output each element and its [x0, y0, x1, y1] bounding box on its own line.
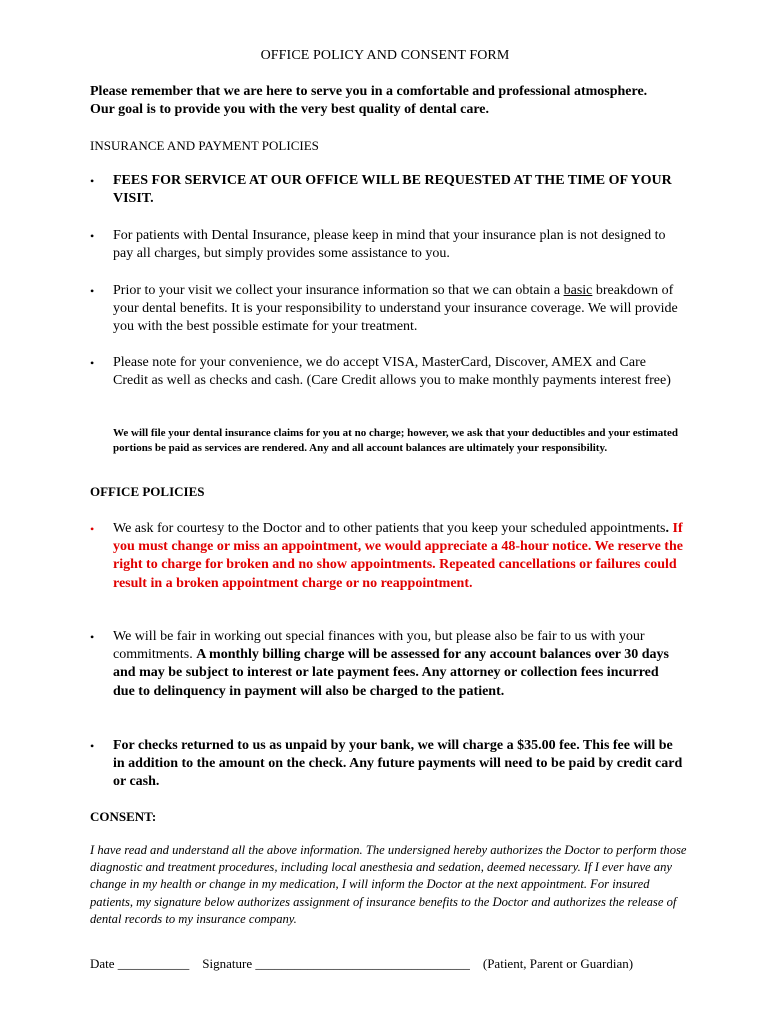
billing-charge-text: A monthly billing charge will be assessed for any account balances over 30 days and may be subject to interest or late payment fees. Any attorney or collection fees incurred due to delinquency in payment will also be charged to the patient. [113, 647, 670, 699]
bullet-icon: • [90, 174, 95, 188]
office-policies-heading: OFFICE POLICIES [90, 484, 205, 499]
insurance-claims-note: We will file your dental insurance claims for you at no charge; however, we ask that your deductibles and your estimated portions be paid as services are rendered. Any and all account balances are ultimately your responsibility. [113, 427, 678, 454]
prior-visit-text-b: breakdown of your dental benefits. It is your responsibility to understand your insurance coverage. We will provide you with the best possible estimate for your treatment. [113, 283, 678, 335]
bullet-icon: • [90, 630, 95, 644]
intro-paragraph: Please remember that we are here to serve you in a comfortable and professional atmosphere. Our goal is to provide you with the very best quality of dental care. [90, 84, 648, 117]
insurance-heading: INSURANCE AND PAYMENT POLICIES [90, 138, 319, 153]
signature-field[interactable]: Signature _________________________________ [202, 956, 470, 971]
bullet-icon: • [90, 284, 95, 298]
returned-checks-text: For checks returned to us as unpaid by your bank, we will charge a $35.00 fee. This fee will be in addition to the amount on the check. Any future payments will need to be paid by credit card or cash. [113, 738, 683, 790]
signer-role-label: (Patient, Parent or Guardian) [482, 956, 634, 971]
fees-policy-text: FEES FOR SERVICE AT OUR OFFICE WILL BE REQUESTED AT THE TIME OF YOUR VISIT. [113, 173, 672, 207]
dental-insurance-text: For patients with Dental Insurance, please keep in mind that your insurance plan is not designed to pay all charges, but simply provides some assistance to you. [113, 228, 666, 262]
courtesy-text: We ask for courtesy to the Doctor and to other patients that you keep your scheduled appointments [113, 521, 666, 536]
finances-text: We will be fair in working out special finances with you, but please also be fair to us with your commitments. [113, 629, 645, 663]
appointment-courtesy-text [113, 520, 683, 593]
bullet-icon: • [90, 356, 95, 370]
bullet-icon: • [90, 229, 95, 243]
cancellation-warning: If you must change or miss an appointment, we would appreciate a 48-hour notice. We reserve the right to charge for broken and no show appointments. Repeated cancellations or failures could result in a broken appointment charge or no reappointment. [113, 521, 683, 591]
bullet-icon: • [90, 522, 95, 536]
signature-line [90, 956, 690, 972]
payment-methods-text: Please note for your convenience, we do accept VISA, MasterCard, Discover, AMEX and Care Credit as well as checks and cash. (Care Credit allows you to make monthly payments interest free) [113, 355, 671, 389]
prior-visit-text-a: Prior to your visit we collect your insurance information so that we can obtain a [113, 283, 564, 298]
date-field[interactable]: Date ___________ [90, 956, 190, 971]
consent-paragraph: I have read and understand all the above information. The undersigned hereby authorizes the Doctor to perform those diagnostic and treatment procedures, including local anesthesia and sedation, deemed necessary. If I ever have any change in my health or change in my medication, I will inform the Doctor at the next appointment. For insured patients, my signature below authorizes assignment of insurance benefits to the Doctor and authorizes the release of dental records to my insurance company. [90, 843, 687, 926]
page-title: OFFICE POLICY AND CONSENT FORM [260, 48, 510, 63]
basic-underlined-word: basic [563, 283, 593, 298]
bullet-icon: • [90, 739, 95, 753]
special-finances-text [113, 628, 683, 701]
prior-visit-text [113, 282, 683, 337]
courtesy-period: . [665, 521, 670, 536]
consent-heading: CONSENT: [90, 809, 157, 824]
